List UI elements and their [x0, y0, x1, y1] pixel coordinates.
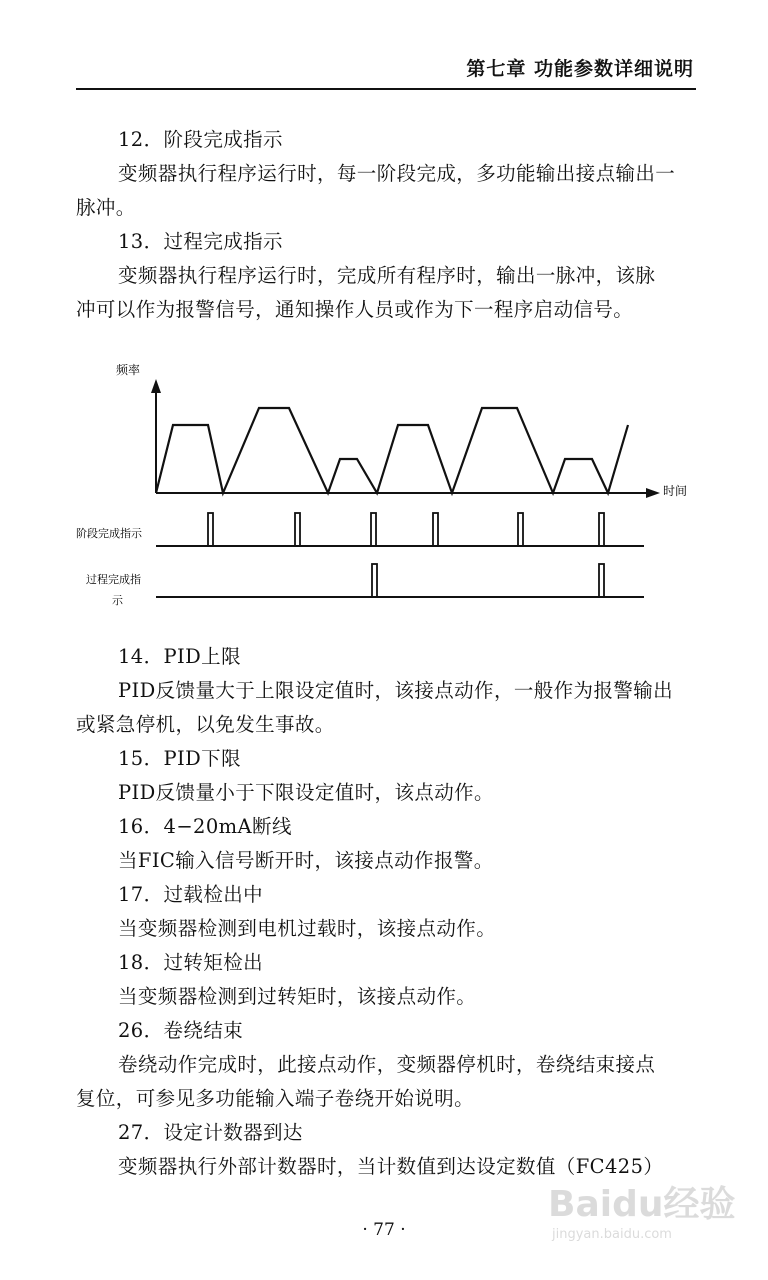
- paragraph-line: 复位，可参见多功能输入端子卷绕开始说明。: [76, 1087, 475, 1110]
- page-number: · 77 ·: [362, 1220, 406, 1240]
- stage-pulse: [371, 513, 376, 546]
- stage-pulse: [295, 513, 300, 546]
- stage-pulses: [208, 513, 604, 546]
- paragraph-line: 变频器执行外部计数器时，当计数值到达设定数值（FC425）: [118, 1155, 664, 1178]
- timing-diagram: [76, 355, 696, 630]
- section-heading-17: 17．过载检出中: [118, 883, 264, 906]
- stage-pulse: [518, 513, 523, 546]
- stage-pulse: [433, 513, 438, 546]
- section-heading-26: 26．卷绕结束: [118, 1019, 244, 1042]
- paragraph-line: 卷绕动作完成时，此接点动作，变频器停机时，卷绕结束接点: [118, 1053, 656, 1076]
- paragraph-line: 或紧急停机，以免发生事故。: [76, 713, 335, 736]
- y-axis-label: 频率: [116, 363, 141, 377]
- frequency-profile: [156, 408, 628, 493]
- row-label-process-2: 示: [112, 594, 123, 607]
- chapter-title: 第七章 功能参数详细说明: [466, 58, 694, 80]
- watermark-url: jingyan.baidu.com: [552, 1227, 672, 1242]
- paragraph-line: 当变频器检测到电机过载时，该接点动作。: [118, 917, 497, 940]
- section-heading-18: 18．过转矩检出: [118, 951, 264, 974]
- process-pulse: [599, 564, 604, 597]
- x-axis-arrow-icon: [646, 488, 660, 498]
- section-heading-12: 12．阶段完成指示: [118, 128, 283, 151]
- stage-pulse: [208, 513, 213, 546]
- x-axis-label: 时间: [663, 484, 688, 498]
- paragraph-line: 变频器执行程序运行时，每一阶段完成，多功能输出接点输出一: [118, 162, 676, 185]
- y-axis-arrow-icon: [151, 379, 161, 393]
- page-header: [76, 52, 696, 90]
- section-heading-27: 27．设定计数器到达: [118, 1121, 303, 1144]
- section-heading-16: 16．4−20mA断线: [118, 815, 292, 838]
- row-label-stage: 阶段完成指示: [76, 527, 142, 540]
- watermark-brand: Baidu经验: [548, 1184, 736, 1225]
- process-pulse: [372, 564, 377, 597]
- paragraph-line: 冲可以作为报警信号，通知操作人员或作为下一程序启动信号。: [76, 298, 634, 321]
- paragraph-line: 脉冲。: [76, 196, 136, 219]
- stage-pulse: [599, 513, 604, 546]
- section-heading-13: 13．过程完成指示: [118, 230, 283, 253]
- paragraph-line: 当FIC输入信号断开时，该接点动作报警。: [118, 849, 494, 872]
- baidu-jingyan-watermark: [548, 1176, 738, 1246]
- timing-diagram-svg: [76, 355, 696, 630]
- section-heading-15: 15．PID下限: [118, 747, 241, 770]
- section-heading-14: 14．PID上限: [118, 645, 241, 668]
- paragraph-line: 变频器执行程序运行时，完成所有程序时，输出一脉冲，该脉: [118, 264, 656, 287]
- paragraph-line: PID反馈量大于上限设定值时，该接点动作，一般作为报警输出: [118, 679, 674, 702]
- process-pulses: [372, 564, 604, 597]
- row-label-process-1: 过程完成指: [86, 573, 141, 586]
- paragraph-line: PID反馈量小于下限设定值时，该点动作。: [118, 781, 494, 804]
- paragraph-line: 当变频器检测到过转矩时，该接点动作。: [118, 985, 477, 1008]
